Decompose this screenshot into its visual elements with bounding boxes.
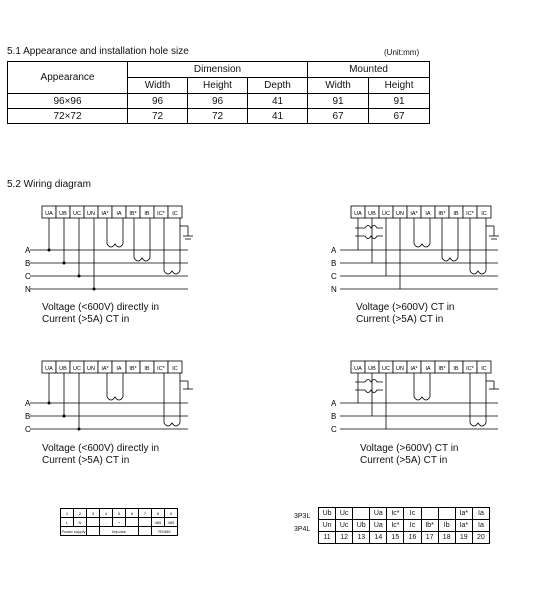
table-cell: 19	[455, 532, 472, 544]
phase-label: C	[25, 425, 31, 434]
table-cell: Un	[319, 520, 336, 532]
header-dimension: Dimension	[128, 62, 308, 78]
wiring-diagram-4	[320, 355, 520, 440]
terminal-label: IB*	[438, 366, 446, 372]
terminal-label: UC	[73, 366, 81, 372]
section-1-heading: 5.1 Appearance and installation hole size	[7, 46, 189, 57]
terminal-label: IC*	[466, 366, 474, 372]
phase-label: A	[331, 246, 337, 255]
phase-label: C	[25, 272, 31, 281]
terminal-label: UC	[382, 366, 390, 372]
table-cell: RS485	[152, 527, 178, 536]
terminal-label: IC*	[157, 211, 165, 217]
table-cell: L	[61, 518, 74, 527]
table-cell: Ib	[438, 520, 455, 532]
sub-header: Height	[369, 78, 430, 94]
table-cell: Ia	[472, 520, 489, 532]
table-cell: Ia*	[455, 520, 472, 532]
terminal-label: IA	[425, 366, 431, 372]
phase-label: C	[331, 425, 337, 434]
terminal-label: IA*	[101, 366, 109, 372]
terminal-label: IC	[172, 211, 178, 217]
terminal-label: UA	[354, 366, 362, 372]
terminal-label: IB*	[438, 211, 446, 217]
table-cell: Ia*	[455, 508, 472, 520]
terminal-label: UA	[45, 211, 53, 217]
terminal-label: IB	[144, 211, 150, 217]
signal-terminal-table	[318, 507, 490, 544]
terminal-label: UA	[354, 211, 362, 217]
terminal-label: UB	[59, 211, 67, 217]
terminal-label: IB	[453, 366, 459, 372]
table-cell: 1	[61, 509, 74, 518]
table-row	[8, 109, 430, 124]
table-cell: 96×96	[8, 94, 128, 109]
table-cell: 15	[387, 532, 404, 544]
table-cell: Ub	[353, 520, 370, 532]
phase-label: A	[331, 399, 337, 408]
terminal-label: UC	[382, 211, 390, 217]
table-cell: 67	[308, 109, 369, 124]
table-cell	[139, 518, 152, 527]
terminal-strip	[42, 361, 182, 373]
header-appearance: Appearance	[8, 62, 128, 94]
table-cell: 41	[248, 94, 308, 109]
caption-3: Voltage (<600V) directly in Current (>5A) CT in	[42, 443, 160, 466]
terminal-label: IC*	[157, 366, 165, 372]
terminal-strip	[42, 206, 182, 218]
phase-label: N	[25, 285, 31, 294]
terminal-label: UN	[87, 366, 95, 372]
header-mounted: Mounted	[308, 62, 430, 78]
terminal-label: IB*	[129, 366, 137, 372]
terminal-label: IC	[481, 366, 487, 372]
table-cell: 41	[248, 109, 308, 124]
terminal-label: UC	[73, 211, 81, 217]
table-cell: -	[100, 518, 113, 527]
terminal-label: IA	[425, 211, 431, 217]
terminal-label: IA	[116, 366, 122, 372]
sub-header: Width	[128, 78, 188, 94]
terminal-label: UN	[87, 211, 95, 217]
terminal-label: IC*	[466, 211, 474, 217]
table-row	[8, 94, 430, 109]
table-cell: 7	[139, 509, 152, 518]
terminal-label: IB	[144, 366, 150, 372]
table-cell: 5	[113, 509, 126, 518]
terminal-label: IA*	[410, 211, 418, 217]
unit-note: (Unit:mm)	[384, 48, 420, 57]
table-cell: 6	[126, 509, 139, 518]
wiring-diagram-2	[320, 200, 520, 300]
table-cell: Ua	[370, 508, 387, 520]
table-cell: 18	[438, 532, 455, 544]
table-cell: 67	[369, 109, 430, 124]
table-cell: 91	[308, 94, 369, 109]
sub-header: Width	[308, 78, 369, 94]
table-cell	[87, 527, 100, 536]
table-cell: Uc	[336, 520, 353, 532]
table-cell: 8	[152, 509, 165, 518]
table-cell	[353, 508, 370, 520]
table-cell	[421, 508, 438, 520]
table-cell: +	[113, 518, 126, 527]
table-cell: Ub	[319, 508, 336, 520]
section-2-heading: 5.2 Wiring diagram	[7, 179, 91, 190]
terminal-label: UB	[368, 211, 376, 217]
table-cell: 11	[319, 532, 336, 544]
aux-terminal-table	[60, 508, 178, 536]
phase-label: B	[25, 259, 31, 268]
table-cell: Power supply	[61, 528, 86, 534]
table-cell	[139, 527, 152, 536]
table-cell: 91	[369, 94, 430, 109]
table-cell: 20	[472, 532, 489, 544]
table-cell: 4	[100, 509, 113, 518]
table-cell: Ic*	[387, 520, 404, 532]
table-cell: Ua	[370, 520, 387, 532]
table-cell: Ia	[472, 508, 489, 520]
phase-label: B	[25, 412, 31, 421]
phase-label: A	[25, 246, 31, 255]
table-cell: 485	[165, 518, 178, 527]
table-cell: 12	[336, 532, 353, 544]
table-cell	[87, 518, 100, 527]
dimension-table	[7, 61, 430, 124]
table-cell: Ic	[404, 520, 421, 532]
table-cell: 485	[152, 518, 165, 527]
caption-4: Voltage (>600V) CT in Current (>5A) CT in	[360, 443, 459, 466]
table-cell: 96	[188, 94, 248, 109]
phase-label: N	[331, 285, 337, 294]
sub-header: Height	[188, 78, 248, 94]
terminal-label: IC	[172, 366, 178, 372]
terminal-label: IB*	[129, 211, 137, 217]
table-cell: 2	[74, 509, 87, 518]
terminal-label: UN	[396, 366, 404, 372]
terminal-label: IA	[116, 211, 122, 217]
caption-2: Voltage (>600V) CT in Current (>5A) CT in	[356, 302, 455, 325]
terminal-label: IB	[453, 211, 459, 217]
table-cell: 9	[165, 509, 178, 518]
table-cell: Impulse	[100, 527, 139, 536]
caption-1: Voltage (<600V) directly in Current (>5A) CT in	[42, 302, 160, 325]
terminal-strip	[351, 361, 491, 373]
table-cell: 96	[128, 94, 188, 109]
table-cell: Uc	[336, 508, 353, 520]
phase-label: B	[331, 259, 337, 268]
terminal-label: UB	[59, 366, 67, 372]
terminal-label: UN	[396, 211, 404, 217]
sub-header: Depth	[248, 78, 308, 94]
table-cell: N	[74, 518, 87, 527]
table-cell: Ic*	[387, 508, 404, 520]
terminal-label: UA	[45, 366, 53, 372]
table-cell: 17	[421, 532, 438, 544]
phase-label: C	[331, 272, 337, 281]
terminal-label: UB	[368, 366, 376, 372]
table-cell: Ic	[404, 508, 421, 520]
table-cell: 72×72	[8, 109, 128, 124]
terminal-label: IC	[481, 211, 487, 217]
wiring-diagram-3	[0, 355, 200, 440]
table-cell: 72	[128, 109, 188, 124]
phase-label: A	[25, 399, 31, 408]
terminal-strip	[351, 206, 491, 218]
table-cell	[438, 508, 455, 520]
table-cell: Ib*	[421, 520, 438, 532]
terminal-label: IA*	[101, 211, 109, 217]
mode-labels: 3P3L 3P4L	[294, 513, 311, 533]
table-cell: 72	[188, 109, 248, 124]
table-cell: 3	[87, 509, 100, 518]
table-cell: 13	[353, 532, 370, 544]
terminal-label: IA*	[410, 366, 418, 372]
table-cell	[126, 518, 139, 527]
table-cell: 16	[404, 532, 421, 544]
wiring-diagram-1	[0, 200, 200, 300]
table-cell: 14	[370, 532, 387, 544]
phase-label: B	[331, 412, 337, 421]
